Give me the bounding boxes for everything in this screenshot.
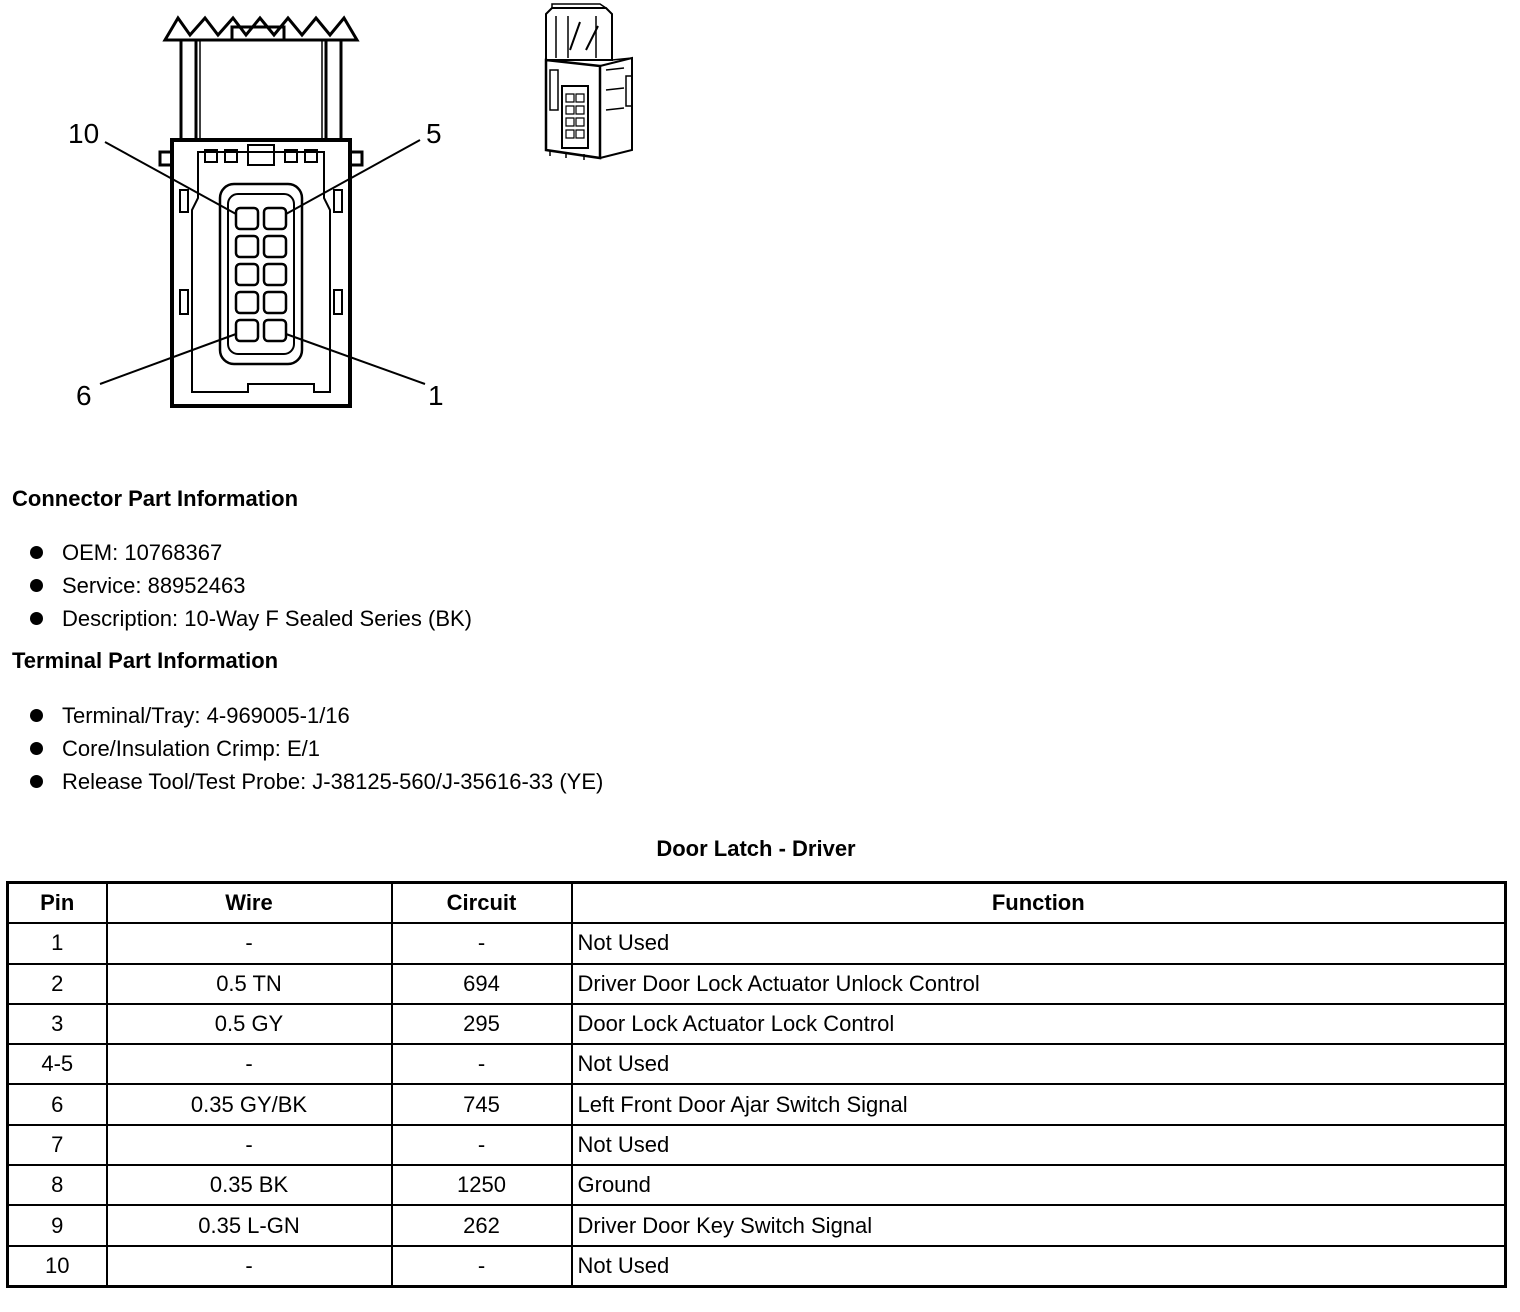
cell-circuit: 1250 xyxy=(392,1165,572,1205)
header-pin: Pin xyxy=(8,883,107,924)
pin-label-bottom-right: 1 xyxy=(428,380,444,411)
cell-circuit: - xyxy=(392,1044,572,1084)
cavity-8 xyxy=(236,264,258,285)
cell-wire: - xyxy=(107,923,392,963)
cell-function: Not Used xyxy=(572,1044,1506,1084)
cell-pin: 9 xyxy=(8,1205,107,1245)
cell-function: Not Used xyxy=(572,1125,1506,1165)
pin-label-top-right: 5 xyxy=(426,118,442,149)
cell-function: Not Used xyxy=(572,1246,1506,1287)
table-row xyxy=(8,964,1506,1004)
cell-pin: 4-5 xyxy=(8,1044,107,1084)
connector-info-oem: OEM: 10768367 xyxy=(28,536,472,569)
cell-function: Left Front Door Ajar Switch Signal xyxy=(572,1084,1506,1124)
cell-wire: - xyxy=(107,1246,392,1287)
terminal-info-list xyxy=(28,699,603,798)
connector-face-view xyxy=(160,18,362,406)
table-row xyxy=(8,1044,1506,1084)
cell-wire: - xyxy=(107,1125,392,1165)
cell-circuit: - xyxy=(392,1246,572,1287)
connector-info-description: Description: 10-Way F Sealed Series (BK) xyxy=(28,602,472,635)
table-row xyxy=(8,1125,1506,1165)
table-header-row xyxy=(8,883,1506,924)
cavity-10 xyxy=(236,208,258,229)
terminal-info-release-tool: Release Tool/Test Probe: J-38125-560/J-35616-33 (YE) xyxy=(28,765,603,798)
pin-label-bottom-left: 6 xyxy=(76,380,92,411)
table-row xyxy=(8,1084,1506,1124)
cell-function: Ground xyxy=(572,1165,1506,1205)
cell-circuit: 295 xyxy=(392,1004,572,1044)
header-wire: Wire xyxy=(107,883,392,924)
cavity-3 xyxy=(264,264,286,285)
terminal-info-tray: Terminal/Tray: 4-969005-1/16 xyxy=(28,699,603,732)
cell-circuit: 694 xyxy=(392,964,572,1004)
cell-wire: 0.35 GY/BK xyxy=(107,1084,392,1124)
table-title: Door Latch - Driver xyxy=(656,836,856,861)
cell-circuit: 745 xyxy=(392,1084,572,1124)
table-row xyxy=(8,923,1506,963)
cell-pin: 8 xyxy=(8,1165,107,1205)
cell-wire: 0.5 TN xyxy=(107,964,392,1004)
cell-wire: 0.35 L-GN xyxy=(107,1205,392,1245)
header-function: Function xyxy=(572,883,1506,924)
cell-function: Driver Door Key Switch Signal xyxy=(572,1205,1506,1245)
cell-wire: 0.35 BK xyxy=(107,1165,392,1205)
cavity-9 xyxy=(236,236,258,257)
cell-pin: 2 xyxy=(8,964,107,1004)
connector-info-service: Service: 88952463 xyxy=(28,569,472,602)
cell-circuit: - xyxy=(392,923,572,963)
cavity-1 xyxy=(264,320,286,341)
cavity-4 xyxy=(264,236,286,257)
pinout-table xyxy=(6,881,1507,1288)
cell-function: Door Lock Actuator Lock Control xyxy=(572,1004,1506,1044)
cavity-2 xyxy=(264,292,286,313)
cavity-7 xyxy=(236,292,258,313)
table-row xyxy=(8,1205,1506,1245)
cell-pin: 10 xyxy=(8,1246,107,1287)
cell-function: Driver Door Lock Actuator Unlock Control xyxy=(572,964,1506,1004)
connector-info-list xyxy=(28,536,472,635)
connector-iso-view xyxy=(546,4,632,160)
header-circuit: Circuit xyxy=(392,883,572,924)
cavity-6 xyxy=(236,320,258,341)
cell-circuit: 262 xyxy=(392,1205,572,1245)
terminal-info-crimp: Core/Insulation Crimp: E/1 xyxy=(28,732,603,765)
table-row xyxy=(8,1165,1506,1205)
table-row xyxy=(8,1246,1506,1287)
cell-pin: 7 xyxy=(8,1125,107,1165)
cell-pin: 6 xyxy=(8,1084,107,1124)
connector-diagram xyxy=(0,0,700,440)
cell-wire: 0.5 GY xyxy=(107,1004,392,1044)
cell-circuit: - xyxy=(392,1125,572,1165)
terminal-info-title: Terminal Part Information xyxy=(12,648,279,673)
connector-info-title: Connector Part Information xyxy=(12,486,299,511)
pin-leader-lines xyxy=(100,140,425,384)
connector-cavities xyxy=(236,208,286,341)
cell-pin: 1 xyxy=(8,923,107,963)
cavity-5 xyxy=(264,208,286,229)
cell-function: Not Used xyxy=(572,923,1506,963)
table-row xyxy=(8,1004,1506,1044)
pin-label-top-left: 10 xyxy=(68,118,100,149)
cell-pin: 3 xyxy=(8,1004,107,1044)
cell-wire: - xyxy=(107,1044,392,1084)
